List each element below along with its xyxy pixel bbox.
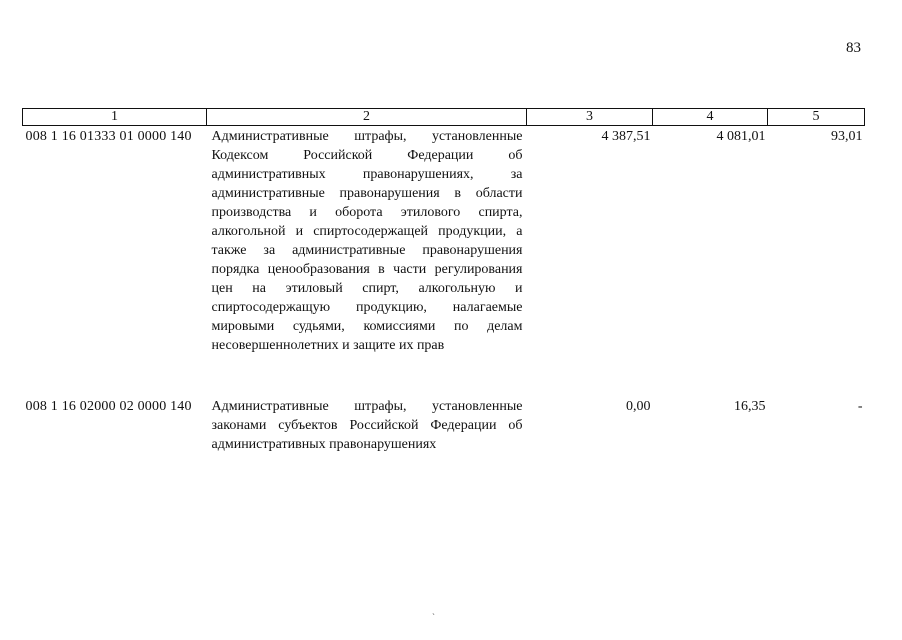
page-number: 83	[846, 40, 861, 56]
row-spacer	[23, 355, 865, 397]
value-col-4: 4 081,01	[716, 129, 766, 144]
budget-code: 008 1 16 01333 01 0000 140	[25, 129, 192, 144]
table-row	[23, 126, 865, 356]
value-col-4: 16,35	[734, 399, 766, 414]
header-col-3: 3	[527, 109, 653, 126]
budget-code: 008 1 16 02000 02 0000 140	[25, 399, 192, 414]
header-col-1: 1	[23, 109, 207, 126]
header-col-2: 2	[207, 109, 527, 126]
header-col-4: 4	[653, 109, 768, 126]
budget-table	[22, 108, 865, 454]
scan-speck: `	[432, 612, 435, 622]
revenue-description: Административные штрафы, установленные законами субъектов Российской Федерации об административных правонарушениях	[211, 399, 523, 452]
value-col-5: 93,01	[831, 129, 863, 144]
value-col-3: 4 387,51	[601, 129, 651, 144]
header-col-5: 5	[768, 109, 865, 126]
value-col-5: -	[857, 399, 863, 414]
header-row	[23, 109, 865, 126]
revenue-description: Административные штрафы, установленные Кодексом Российской Федерации об административных правонарушениях, за административные правонарушения в области производства и оборота этилового спирта, алкогольной и спиртосодержащей продукции, а также за административные правонарушения порядка ценообразования в части регулирования цен на этиловый спирт, алкогольную и спиртосодержащую продукцию, налагаемые мировыми судьями, комиссиями по делам несовершеннолетних и защите их прав	[211, 129, 523, 353]
value-col-3: 0,00	[626, 399, 651, 414]
table-row	[23, 397, 865, 454]
